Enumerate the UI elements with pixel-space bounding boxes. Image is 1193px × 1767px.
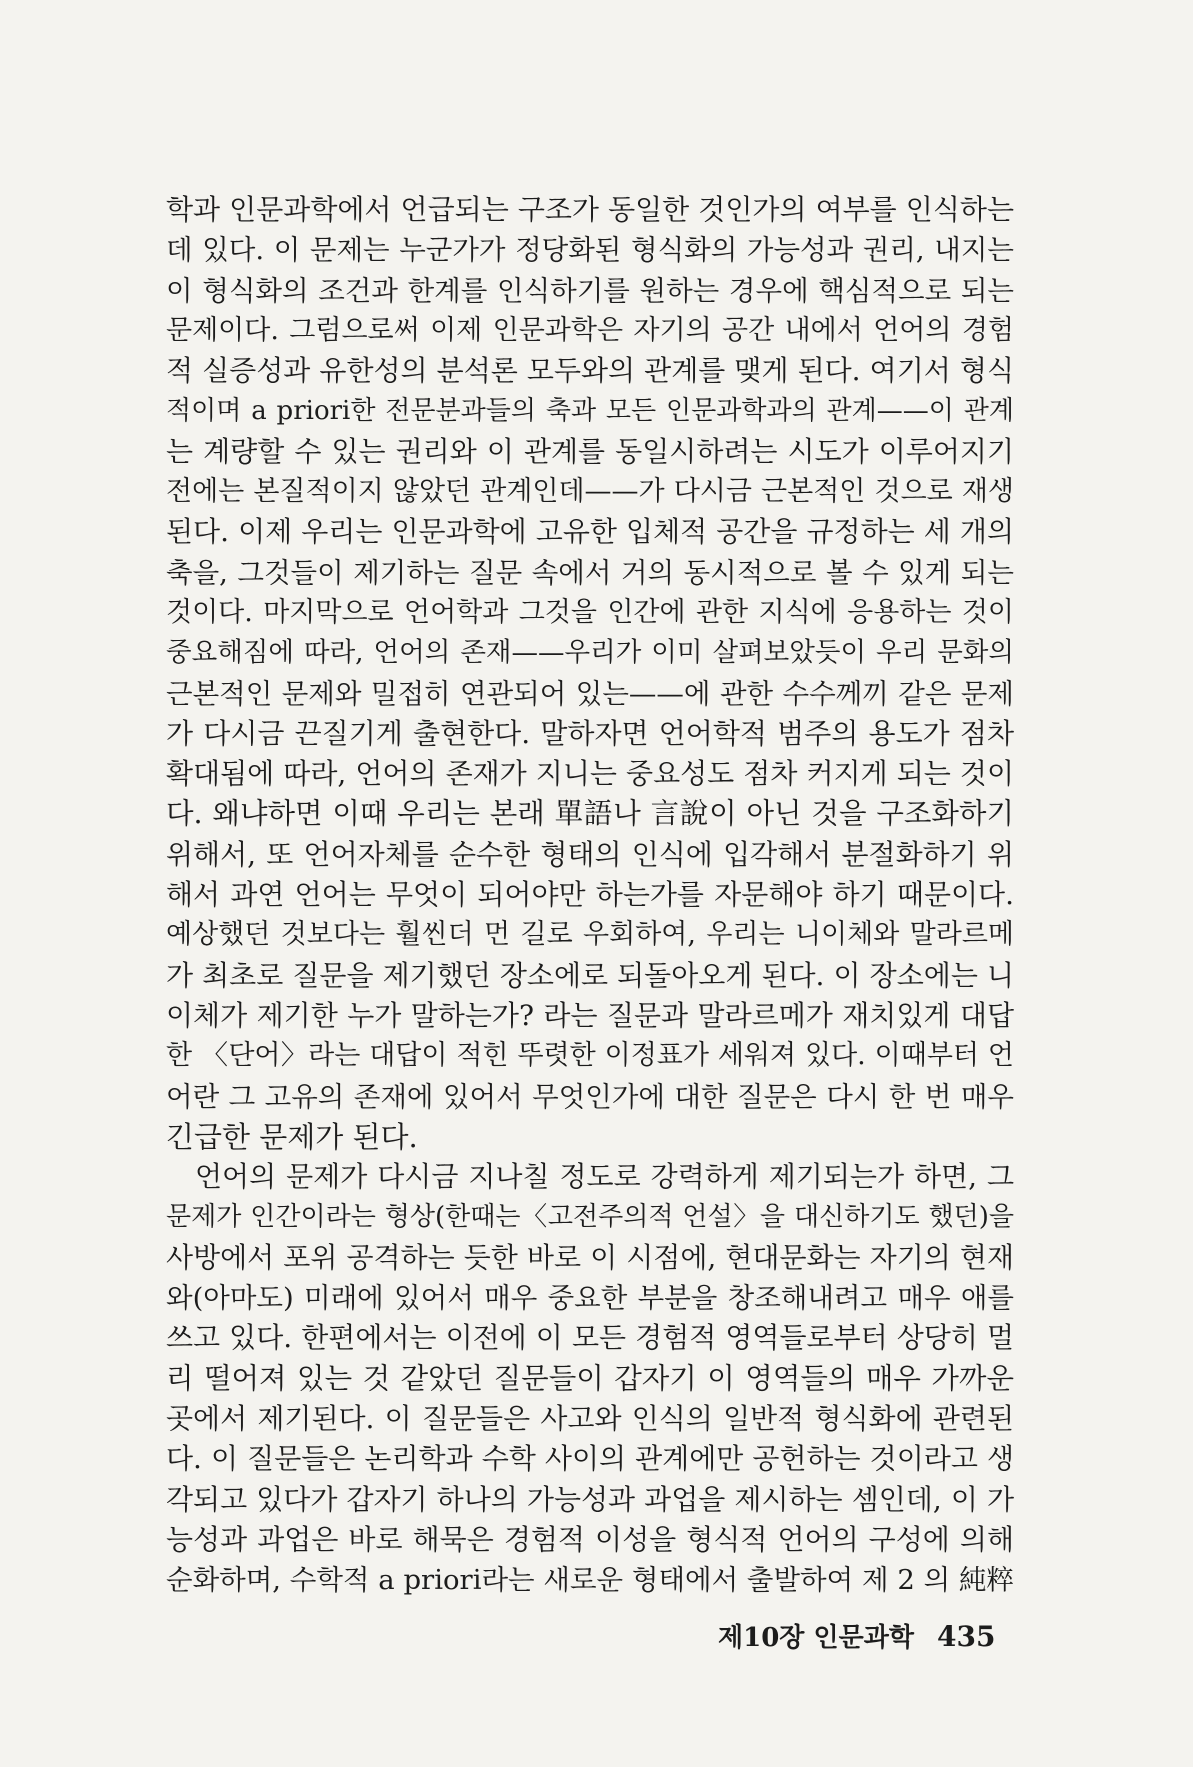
chapter-title: 제10장 인문과학 [718,1623,914,1653]
text-line: 전에는 본질적이지 않았던 관계인데——가 다시금 근본적인 것으로 재생 [166,476,1014,508]
text-line: 문제가 인간이라는 형상(한때는〈고전주의적 언설〉을 대신하기도 했던)을 [166,1202,1014,1233]
text-line: 곳에서 제기된다. 이 질문들은 사고와 인식의 일반적 형식화에 관련된 [166,1401,1014,1435]
text-line: 가 다시금 끈질기게 출현한다. 말하자면 언어학적 범주의 용도가 점차 [166,716,1014,750]
text-line: 중요해짐에 따라, 언어의 존재——우리가 이미 살펴보았듯이 우리 문화의 [166,637,1014,669]
text-line: 가 최초로 질문을 제기했던 장소에로 되돌아오게 된다. 이 장소에는 니 [166,958,1014,992]
text-line: 리 떨어져 있는 것 같았던 질문들이 갑자기 이 영역들의 매우 가까운 [166,1361,1014,1395]
text-line: 능성과 과업은 바로 해묵은 경험적 이성을 형식적 언어의 구성에 의해 [166,1522,1014,1556]
text-line: 학과 인문과학에서 언급되는 구조가 동일한 것인가의 여부를 인식하는 [166,193,1014,226]
text-line: 축을, 그것들이 제기하는 질문 속에서 거의 동시적으로 볼 수 있게 되는 [166,556,1014,589]
text-line: 이 형식화의 조건과 한계를 인식하기를 원하는 경우에 핵심적으로 되는 [166,274,1014,307]
text-line: 다. 왜냐하면 이때 우리는 본래 單語나 言說이 아닌 것을 구조화하기 [166,797,1014,831]
text-line: 데 있다. 이 문제는 누군가가 정당화된 형식화의 가능성과 권리, 내지는 [166,234,1014,267]
text-line: 어란 그 고유의 존재에 있어서 무엇인가에 대한 질문은 다시 한 번 매우 [166,1080,1014,1113]
text-line: 다. 이 질문들은 논리학과 수학 사이의 관계에만 공헌하는 것이라고 생 [166,1442,1014,1476]
text-line: 예상했던 것보다는 훨씬더 먼 길로 우회하여, 우리는 니이체와 말라르메 [166,919,1014,951]
text-line: 적 실증성과 유한성의 분석론 모두와의 관계를 맺게 된다. 여기서 형식 [166,354,1014,388]
text-line: 위해서, 또 언어자체를 순수한 형태의 인식에 입각해서 분절화하기 위 [166,837,1014,871]
text-line: 이체가 제기한 누가 말하는가? 라는 질문과 말라르메가 재치있게 대답 [166,998,1014,1032]
text-line: 순화하며, 수학적 a priori라는 새로운 형태에서 출발하여 제 2 의 純粹 [166,1564,1014,1597]
page-number: 435 [937,1620,996,1653]
text-line: 것이다. 마지막으로 언어학과 그것을 인간에 관한 지식에 응용하는 것이 [166,596,1014,628]
text-line: 언어의 문제가 다시금 지나칠 정도로 강력하게 제기되는가 하면, 그 [195,1160,1014,1194]
text-line: 쓰고 있다. 한편에서는 이전에 이 모든 경험적 영역들로부터 상당히 멀 [166,1321,1014,1355]
text-line: 적이며 a priori한 전문분과들의 축과 모든 인문과학과의 관계——이 관계 [166,396,1014,427]
text-line: 근본적인 문제와 밀접히 연관되어 있는——에 관한 수수께끼 같은 문제 [166,677,1014,710]
text-line: 해서 과연 언어는 무엇이 되어야만 하는가를 자문해야 하기 때문이다. [166,878,1014,912]
text-line: 와(아마도) 미래에 있어서 매우 중요한 부분을 창조해내려고 매우 애를 [166,1282,1014,1315]
text-line: 문제이다. 그럼으로써 이제 인문과학은 자기의 공간 내에서 언어의 경험 [166,314,1014,346]
text-line: 확대됨에 따라, 언어의 존재가 지니는 중요성도 점차 커지게 되는 것이 [166,757,1014,791]
text-line: 각되고 있다가 갑자기 하나의 가능성과 과업을 제시하는 셈인데, 이 가 [166,1482,1014,1516]
text-line: 는 계량할 수 있는 권리와 이 관계를 동일시하려는 시도가 이루어지기 [166,434,1014,468]
text-line: 긴급한 문제가 된다. [166,1119,418,1154]
page-footer [718,1617,1018,1654]
text-line: 한 〈단어〉라는 대답이 적힌 뚜렷한 이정표가 세워져 있다. 이때부터 언 [166,1040,1014,1072]
text-line: 된다. 이제 우리는 인문과학에 고유한 입체적 공간을 규정하는 세 개의 [166,515,1014,549]
text-line: 사방에서 포위 공격하는 듯한 바로 이 시점에, 현대문화는 자기의 현재 [166,1240,1014,1274]
body-text [166,190,1014,1600]
